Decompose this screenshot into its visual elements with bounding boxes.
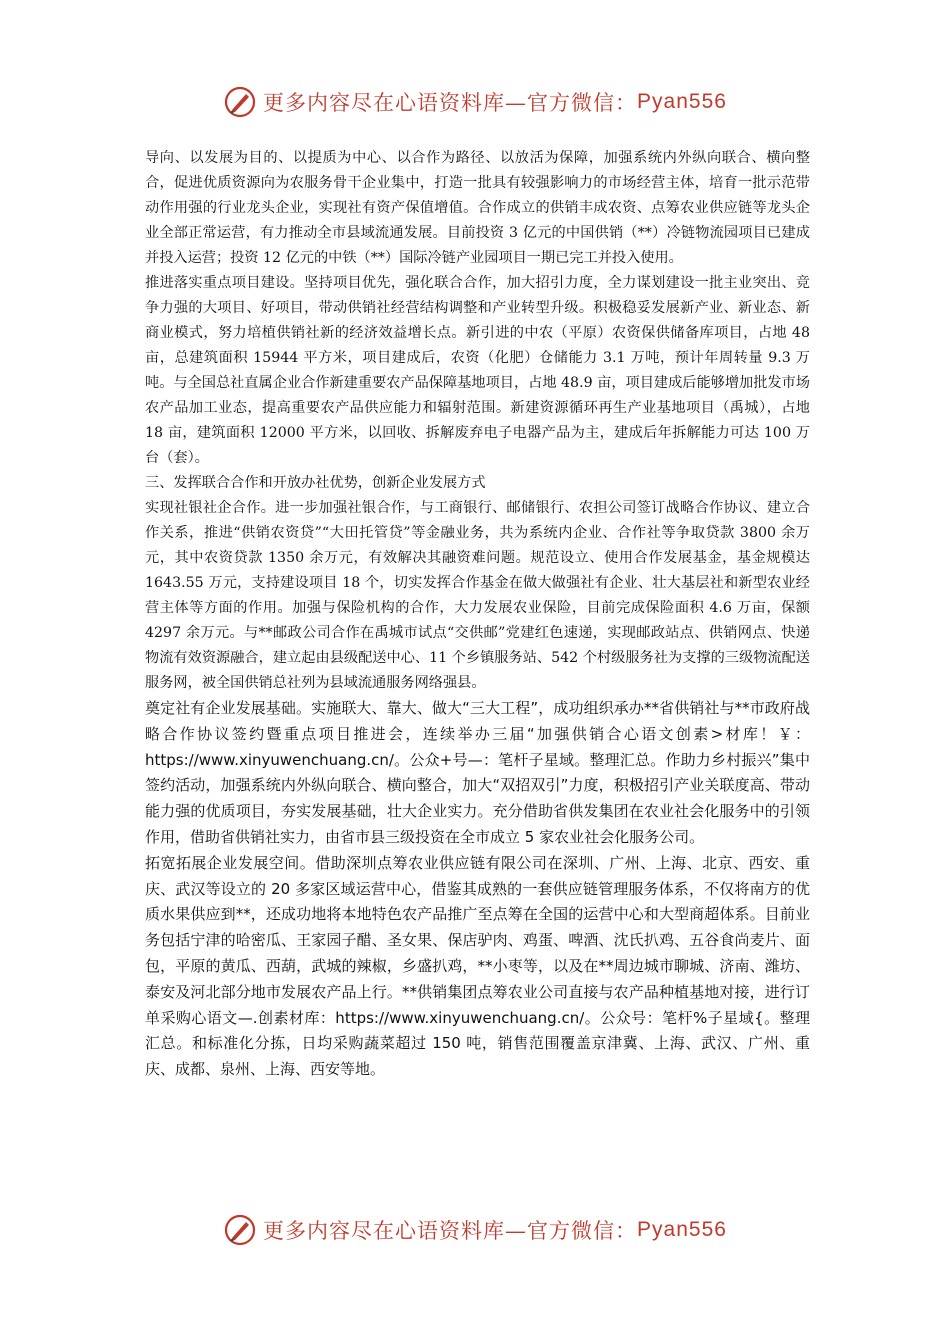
- banner-wechat-id: Pyan556: [637, 90, 727, 113]
- paragraph: 实现社银社企合作。进一步加强社银合作，与工商银行、邮储银行、农担公司签订战略合作协议、建立合作关系，推进“供销农资贷”“大田托管贷”等金融业务，共为系统内企业、合作社等争取贷款 3800 余万元，其中农资贷款 1350 余万元，有效解决其融资难问题。规范设立、使用合作发展基金，基金规模达 1643.55 万元，支持建设项目 18 个，切实发挥合作基金在做大做强社有企业、壮大基层社和新型农业经营主体等方面的作用。加强与保险机构的合作，大力发展农业保险，目前完成保险面积 4.6 万亩，保额 4297 余万元。与**邮政公司合作在禹城市试点“交供邮”党建红色速递，实现邮政站点、供销网点、快递物流有效资源融合，建立起由县级配送中心、11 个乡镇服务站、542 个村级服务社为支撑的三级物流配送服务网，被全国供销总社列为县域流通服务网络强县。: [145, 500, 810, 691]
- paragraph: 奠定社有企业发展基础。实施联大、靠大、做大“三大工程”，成功组织承办**省供销社与**市政府战略合作协议签约暨重点项目推进会，连续举办三届“加强供销合心语文创素>材库！￥：https://www.xinyuwenchuang.cn/。公众+号—：笔杆子星域。整理汇总。作助力乡村振兴”集中签约活动，加强系统内外纵向联合、横向整合，加大“双招双引”力度，积极招引产业关联度高、带动能力强的优质项目，夯实发展基础，壮大企业实力。充分借助省供发集团在农业社会化服务中的引领作用，借助省供销社实力，由省市县三级投资在全市成立 5 家农业社会化服务公司。: [145, 699, 810, 846]
- banner-text: 更多内容尽在心语资料库—官方微信：: [263, 91, 638, 115]
- document-body: [145, 146, 810, 1083]
- brush-logo-icon: [223, 1213, 257, 1247]
- brush-logo-icon: [223, 85, 257, 119]
- paragraph: 导向、以发展为目的、以提质为中心、以合作为路径、以放活为保障，加强系统内外纵向联合、横向整合，促进优质资源向为农服务骨干企业集中，打造一批具有较强影响力的市场经营主体，培育一批示范带动作用强的行业龙头企业，实现社有资产保值增值。合作成立的供销丰成农资、点筹农业供应链等龙头企业全部正常运营，有力推动全市县域流通发展。目前投资 3 亿元的中国供销（**）冷链物流园项目已建成并投入运营；投资 12 亿元的中铁（**）国际冷链产业园项目一期已完工并投入使用。: [145, 150, 810, 266]
- paragraph: 推进落实重点项目建设。坚持项目优先，强化联合合作，加大招引力度，全力谋划建设一批主业突出、竞争力强的大项目、好项目，带动供销社经营结构调整和产业转型升级。积极稳妥发展新产业、新业态、新商业模式，努力培植供销社新的经济效益增长点。新引进的中农（平原）农资保供储备库项目，占地 48 亩，总建筑面积 15944 平方米，项目建成后，农资（化肥）仓储能力 3.1 万吨，预计年周转量 9.3 万吨。与全国总社直属企业合作新建重要农产品保障基地项目，占地 48.9 亩，项目建成后能够增加批发市场农产品加工业态，提高重要农产品供应能力和辐射范围。新建资源循环再生产业基地项目（禹城），占地 18 亩，建筑面积 12000 平方米，以回收、拆解废弃电子电器产品为主，建成后年拆解能力可达 100 万台（套）。: [145, 275, 810, 466]
- section-heading: 三、发挥联合合作和开放办社优势，创新企业发展方式: [145, 475, 486, 491]
- footer-banner: [0, 1210, 950, 1250]
- paragraph: 拓宽拓展企业发展空间。借助深圳点筹农业供应链有限公司在深圳、广州、上海、北京、西安、重庆、武汉等设立的 20 多家区域运营中心，借鉴其成熟的一套供应链管理服务体系，不仅将南方的优质水果供应到**，还成功地将本地特色农产品推广至点筹在全国的运营中心和大型商超体系。目前业务包括宁津的哈密瓜、王家园子醋、圣女果、保店驴肉、鸡蛋、啤酒、沈氏扒鸡、五谷食尚麦片、面包，平原的黄瓜、西葫，武城的辣椒，乡盛扒鸡，**小枣等，以及在**周边城市聊城、济南、潍坊、泰安及河北部分地市发展农产品上行。**供销集团点筹农业公司直接与农产品种植基地对接，进行订单采购心语文—.创素材库：https://www.xinyuwenchuang.cn/。公众号：笔杆%子星域{。整理汇总。和标准化分拣，日均采购蔬菜超过 150 吨，销售范围覆盖京津冀、上海、武汉、广州、重庆、成都、泉州、上海、西安等地。: [145, 853, 810, 1079]
- banner-wechat-id: Pyan556: [637, 1218, 727, 1241]
- banner-text: 更多内容尽在心语资料库—官方微信：: [263, 1219, 638, 1243]
- header-banner: [0, 82, 950, 122]
